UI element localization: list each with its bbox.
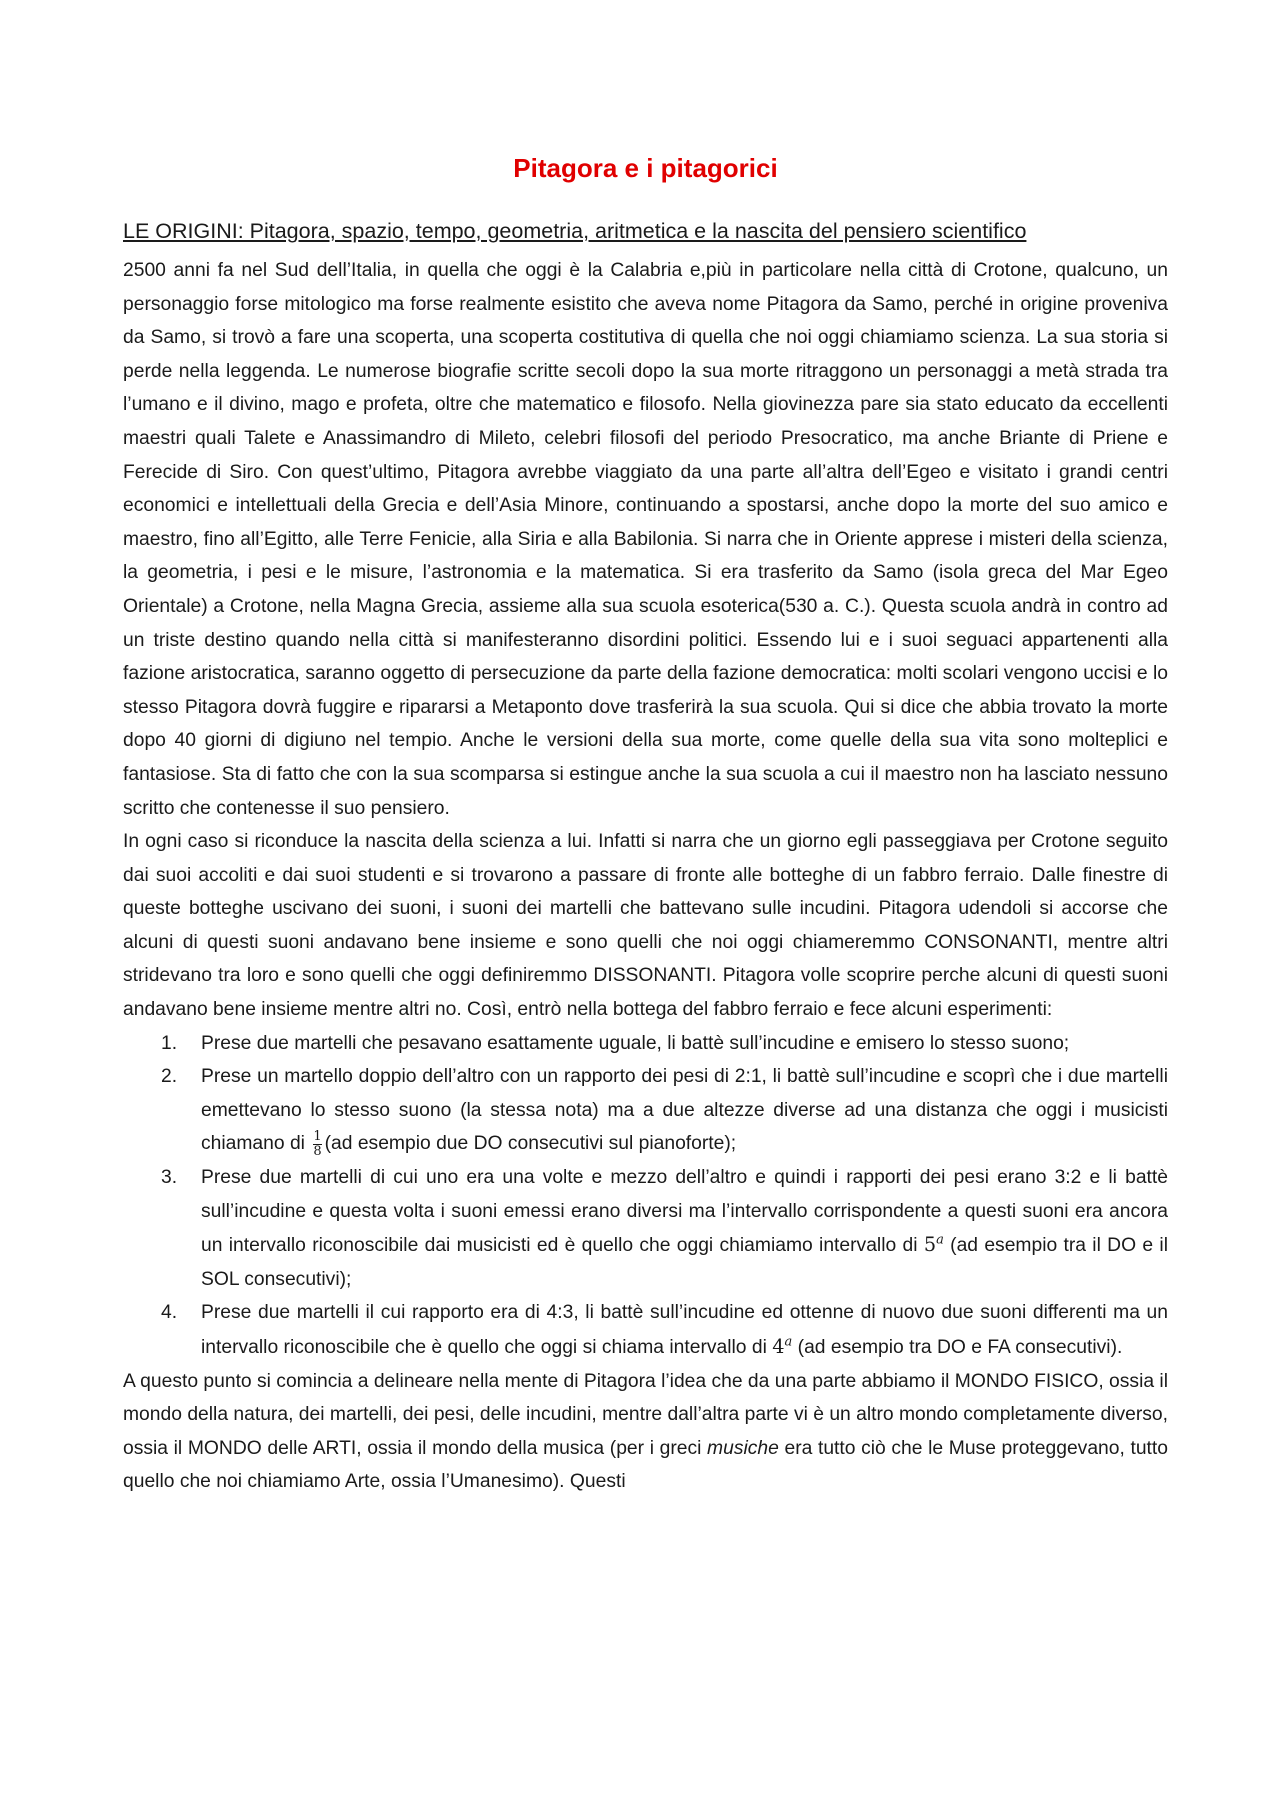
fraction-denominator: 8 [313,1143,322,1159]
list-text: Prese due martelli che pesavano esattamente uguale, li battè sull’incudine e emisero lo stesso suono; [201,1032,1070,1054]
math-base: 4 [772,1335,785,1358]
list-text: (ad esempio tra il DO e il SOL consecutivi); [201,1235,1168,1290]
paragraph-origins: 2500 anni fa nel Sud dell’Italia, in quella che oggi è la Calabria e,più in particolare nella città di Crotone, qualcuno, un personaggio forse mitologico ma forse realmente esistito che aveva nome Pitagora da Samo, perché in origine proveniva da Samo, si trovò a fare una scoperta, una scoperta costitutiva di quella che noi oggi chiamiamo scienza. La sua storia si perde nella leggenda. Le numerose biografie scritte secoli dopo la sua morte ritraggono un personaggi a metà strada tra l’umano e il divino, mago e profeta, oltre che matematico e filosofo. Nella giovinezza pare sia stato educato da eccellenti maestri quali Talete e Anassimandro di Mileto, celebri filosofi del periodo Presocratico, ma anche Briante di Priene e Ferecide di Siro. Con quest’ultimo, Pitagora avrebbe viaggiato da una parte all’altra dell’Egeo e visitato i grandi centri economici e intellettuali della Grecia e dell’Asia Minore, continuando a spostarsi, anche dopo la morte del suo amico e maestro, fino all’Egitto, alle Terre Fenicie, alla Siria e alla Babilonia. Si narra che in Oriente apprese i misteri della scienza, la geometria, i pesi e le misure, l’astronomia e la matematica. Si era trasferito da Samo (isola greca del Mar Egeo Orientale) a Crotone, nella Magna Grecia, assieme alla sua scuola esoterica(530 a. C.). Questa scuola andrà in contro ad un triste destino quando nella città si manifesteranno disordini politici. Essendo lui e i suoi seguaci appartenenti alla fazione aristocratica, saranno oggetto di persecuzione da parte della fazione democratica: molti scolari vengono uccisi e lo stesso Pitagora dovrà fuggire e ripararsi a Metaponto dove trasferirà la sua scuola. Qui si dice che abbia trovato la morte dopo 40 giorni di digiuno nel tempio. Anche le versioni della sua morte, come quelle della sua vita sono molteplici e fantasiose. Sta di fatto che con la sua scomparsa si estingue anche la sua scuola a cui il maestro non ha lasciato nessuno scritto che contenesse il suo pensiero. [123,260,1168,819]
experiments-list [123,1027,1168,1365]
paragraph-text: era tutto ciò che le Muse proteggevano, tutto quello che noi chiamiamo Arte, ossia l’Umanesimo). Questi [123,1437,1168,1493]
document-page [123,150,1168,1499]
list-item [123,1027,1168,1061]
list-number: 2. [161,1066,178,1088]
list-number: 1. [161,1032,178,1054]
document-title: Pitagora e i pitagorici [513,153,778,183]
paragraph-text: A questo punto si comincia a delineare nella mente di Pitagora l’idea che da una parte abbiamo il MONDO FISICO, ossia il mondo della natura, dei martelli, dei pesi, delle incudini, mentre dall’altra parte vi è un altro mondo completamente diverso, ossia il MONDO delle ARTI, ossia il mondo della musica (per i greci [123,1370,1168,1459]
math-fifth [924,1233,944,1256]
list-item [123,1161,1168,1296]
emphasis-musiche: musiche [707,1437,779,1459]
fraction-numerator: 1 [313,1128,322,1144]
list-text: (ad esempio tra DO e FA consecutivi). [792,1337,1123,1358]
list-text: Prese un martello doppio dell’altro con un rapporto dei pesi di 2:1, li battè sull’incudine e scoprì che i due martelli emettevano lo stesso suono (la stessa nota) ma a due altezze diverse ad una distanza che oggi i musicisti chiamano di [201,1066,1168,1155]
list-text: Prese due martelli il cui rapporto era di 4:3, li battè sull’incudine ed ottenne di nuovo due suoni differenti ma un intervallo riconoscibile che è quello che oggi si chiama intervallo di [201,1302,1168,1358]
paragraph-science-birth: In ogni caso si riconduce la nascita della scienza a lui. Infatti si narra che un giorno egli passeggiava per Crotone seguito dai suoi accoliti e dai suoi studenti e si trovarono a passare di fronte alle botteghe di un fabbro ferraio. Dalle finestre di queste botteghe uscivano dei suoni, i suoni dei martelli che battevano sulle incudini. Pitagora udendoli si accorse che alcuni di questi suoni andavano bene insieme e sono quelli che noi oggi chiameremmo CONSONANTI, mentre altri stridevano tra loro e sono quelli che oggi definiremmo DISSONANTI. Pitagora volle scoprire perche alcuni di questi suoni andavano bene insieme mentre altri no. Così, entrò nella bottega del fabbro ferraio e fece alcuni esperimenti: [123,831,1168,1021]
list-item [123,1060,1168,1161]
math-superscript: a [784,1334,793,1350]
math-superscript: a [936,1232,944,1248]
fraction-one-eighth [313,1130,321,1159]
list-number: 4. [161,1302,178,1324]
list-text: Prese due martelli di cui uno era una volte e mezzo dell’altro e quindi i rapporti dei pesi erano 3:2 e li battè sull’incudine e questa volta i suoni emessi erano diversi ma l’intervallo corrispondente a questi suoni era ancora un intervallo riconoscibile dai musicisti ed è quello che oggi chiamiamo intervallo di [201,1167,1168,1257]
math-fourth [772,1335,792,1358]
paragraph-two-worlds [123,1365,1168,1499]
list-text: (ad esempio due DO consecutivi sul pianoforte); [324,1133,737,1155]
math-base: 5 [923,1233,937,1257]
list-item [123,1296,1168,1364]
list-number: 3. [161,1167,178,1189]
section-heading: LE ORIGINI: Pitagora, spazio, tempo, geometria, aritmetica e la nascita del pensiero scientifico [123,219,1027,243]
